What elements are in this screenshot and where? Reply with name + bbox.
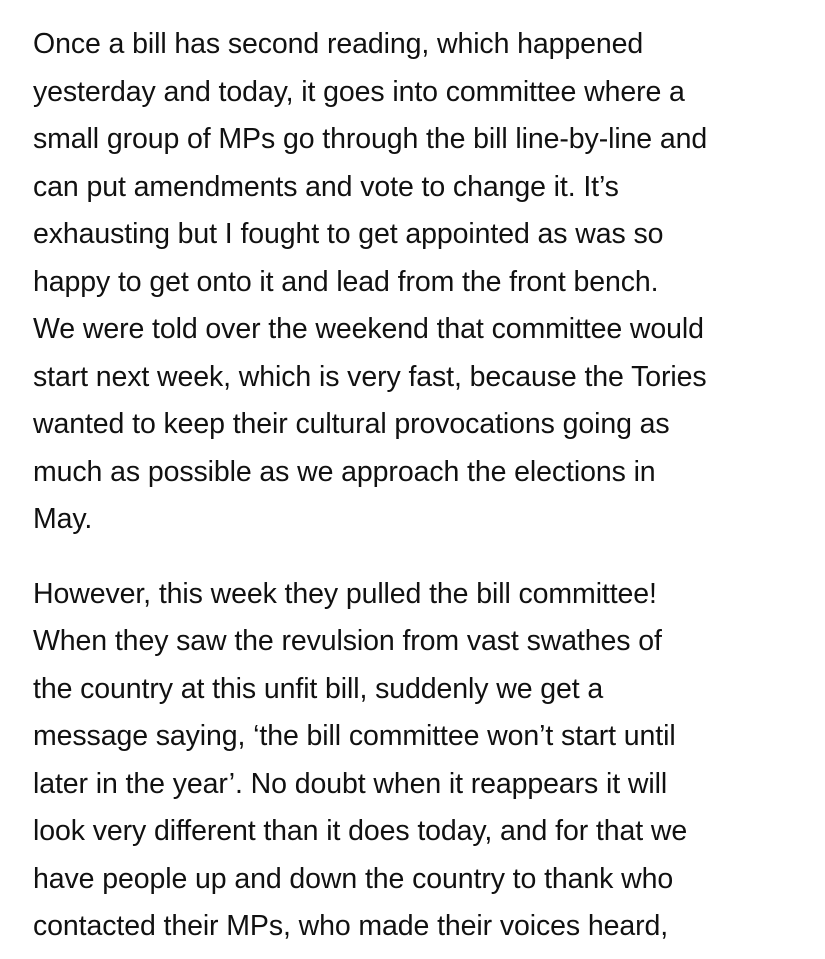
text-line: happy to get onto it and lead from the front bench. [33, 265, 659, 298]
paragraph-1 [33, 21, 813, 544]
text-line: We were told over the weekend that committee would [33, 313, 704, 345]
text-line: May. [33, 503, 93, 535]
text-line: When they saw the revulsion from vast swathes of [33, 625, 662, 657]
text-line: start next week, which is very fast, because the Tories [33, 360, 707, 393]
text-line: the country at this unfit bill, suddenly we get a [33, 672, 604, 705]
paragraph-2 [33, 571, 813, 951]
text-line: Once a bill has second reading, which happened [33, 28, 644, 60]
text-line: wanted to keep their cultural provocations going as [33, 408, 670, 440]
text-line: yesterday and today, it goes into committee where a [33, 75, 685, 108]
text-line: can put amendments and vote to change it. It’s [33, 170, 619, 203]
text-line: later in the year’. No doubt when it reappears it will [33, 767, 668, 800]
text-line: message saying, ‘the bill committee won’t start until [33, 720, 676, 752]
text-line: However, this week they pulled the bill committee! [33, 577, 657, 610]
text-line: exhausting but I fought to get appointed as was so [33, 218, 664, 250]
text-line: small group of MPs go through the bill line-by-line and [33, 123, 708, 155]
text-line: contacted their MPs, who made their voices heard, [33, 910, 669, 942]
text-line: look very different than it does today, and for that we [33, 815, 688, 847]
text-line: have people up and down the country to thank who [33, 862, 674, 895]
document-body [33, 21, 813, 951]
text-line: much as possible as we approach the elections in [33, 455, 656, 488]
